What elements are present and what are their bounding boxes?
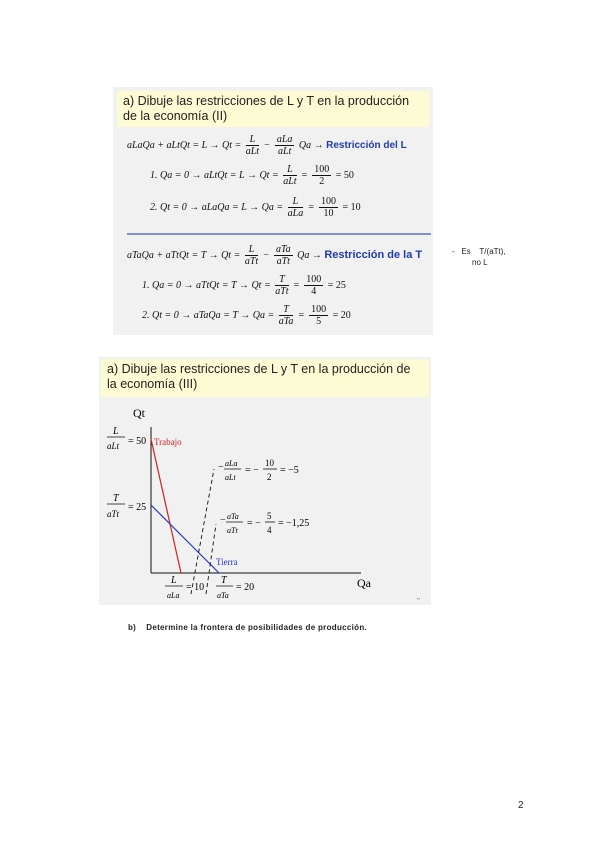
fraction-num: T: [279, 304, 294, 316]
equals: =: [293, 279, 300, 291]
y-tick-top-value: = 50: [128, 436, 147, 447]
fraction-den: aLa: [287, 208, 304, 219]
slope-l-num: aLa: [225, 459, 238, 468]
x-tick-a-value: = 10: [186, 582, 205, 593]
corner-mark: ": [417, 597, 420, 605]
result: = 10: [342, 201, 361, 213]
fraction-den: aLt: [245, 146, 260, 157]
eq-lhs: aTaQa + aTtQt = T → Qt =: [127, 249, 241, 261]
fraction-den: 2: [319, 176, 325, 187]
slope-t-den: aTt: [227, 526, 238, 535]
fraction-num: 100: [306, 274, 322, 285]
slope-t-num2: 5: [267, 511, 272, 521]
side-note-line1: - Es T/(aTt),: [452, 247, 506, 256]
fraction-num: L: [283, 164, 296, 176]
equals: =: [301, 169, 308, 181]
eq-tail: Qa →: [298, 139, 324, 151]
minus: −: [262, 249, 270, 261]
production-chart: [99, 397, 431, 605]
slope-t-prefix: −: [220, 515, 226, 526]
section-divider: [127, 233, 431, 235]
fraction-num: aTa: [275, 244, 291, 255]
fraction-num: aLa: [276, 134, 293, 145]
fraction: [304, 274, 323, 297]
fraction: [283, 164, 296, 187]
slope-t-num: aTa: [227, 512, 239, 521]
eq-lhs: 1. Qa = 0 → aLtQt = L → Qt =: [150, 169, 279, 181]
slope-t-result: = −1,25: [278, 518, 310, 529]
slide-title-iii: a) Dibuje las restricciones de L y T en la producción de la economía (III): [101, 359, 429, 397]
y-tick-top-num: L: [113, 426, 119, 437]
label-restriccion-l: Restricción del L: [326, 139, 407, 151]
slope-t-den2: 4: [267, 525, 272, 535]
fraction-num: 100: [320, 196, 336, 207]
fraction: [319, 196, 338, 219]
slope-l-den2: 2: [267, 472, 272, 482]
fraction-num: T: [275, 274, 288, 286]
eq-lhs: 2. Qt = 0 → aLaQa = L → Qa =: [150, 201, 284, 213]
slope-guide-t: [206, 524, 216, 594]
eq-tail: Qa →: [297, 249, 322, 261]
tierra-label: Tierra: [216, 557, 238, 567]
slope-t-eq: = −: [247, 518, 261, 529]
x-tick-b-den: aTa: [217, 591, 229, 600]
equation-t-step1: [142, 274, 346, 297]
minus: −: [263, 139, 271, 151]
fraction-num: L: [246, 134, 259, 146]
slope-l-eq: = −: [245, 465, 259, 476]
fraction-den: aTt: [275, 286, 289, 297]
fraction: [288, 196, 304, 219]
side-note-line2: no L: [472, 258, 488, 267]
eq-lhs: aLaQa + aLtQt = L → Qt =: [127, 139, 242, 151]
y-tick-mid-den: aTt: [107, 509, 120, 519]
fraction-den: aLt: [277, 146, 292, 157]
fraction: [245, 244, 258, 267]
eq-lhs: 1. Qa = 0 → aTtQt = T → Qt =: [142, 279, 271, 291]
y-tick-top-den: aLt: [107, 441, 120, 451]
fraction-num: 100: [314, 164, 330, 175]
equation-l-step2: [150, 196, 361, 219]
label-restriccion-t: Restricción de la T: [324, 248, 423, 261]
result: = 50: [335, 169, 354, 181]
slope-guide-l: [191, 469, 214, 594]
equals: =: [297, 309, 305, 321]
fraction-den: aLt: [283, 176, 297, 187]
fraction-den: aTt: [244, 256, 259, 267]
fraction: [275, 274, 288, 297]
fraction-den: 10: [323, 208, 334, 219]
fraction: [279, 304, 294, 327]
fraction: [309, 304, 328, 327]
fraction: [246, 134, 259, 157]
equation-restriccion-t: [127, 244, 422, 267]
slope-l-result: = −5: [280, 465, 299, 476]
fraction-num: 100: [311, 304, 327, 315]
page-number: 2: [518, 800, 524, 811]
tierra-line: [151, 505, 219, 573]
fraction-den: 5: [316, 316, 322, 327]
x-tick-b-num: T: [221, 575, 227, 586]
y-tick-mid-num: T: [113, 493, 119, 504]
equation-t-step2: [142, 304, 351, 327]
fraction-den: 4: [311, 286, 317, 297]
fraction-num: L: [245, 244, 258, 256]
trabajo-line: [151, 439, 181, 573]
equals: =: [307, 201, 315, 213]
y-tick-mid-value: = 25: [128, 502, 147, 513]
eq-lhs: 2. Qt = 0 → aTaQa = T → Qa =: [142, 309, 275, 321]
x-tick-b-value: = 20: [236, 582, 255, 593]
equation-l-step1: [150, 164, 354, 187]
x-axis-label: Qa: [357, 576, 371, 590]
fraction-den: aTt: [276, 256, 290, 267]
x-tick-a-den: aLa: [167, 591, 180, 600]
slope-l-prefix: −: [218, 462, 224, 473]
question-b: b) Determine la frontera de posibilidades de producción.: [128, 623, 368, 632]
result: = 25: [327, 279, 346, 291]
fraction: [274, 244, 293, 267]
fraction-num: L: [288, 196, 304, 208]
y-axis-label: Qt: [133, 406, 145, 420]
slope-l-den: aLt: [225, 473, 236, 482]
fraction-den: aTa: [278, 316, 294, 327]
slide-title-ii: a) Dibuje las restricciones de L y T en la producción de la economía (II): [117, 91, 429, 127]
trabajo-label: Trabajo: [154, 437, 182, 447]
result: = 20: [332, 309, 351, 321]
slope-l-num2: 10: [265, 458, 274, 468]
fraction: [312, 164, 331, 187]
x-tick-a-num: L: [171, 575, 177, 586]
fraction: [275, 134, 295, 157]
equation-restriccion-l: [127, 134, 407, 157]
side-note: [452, 246, 532, 268]
